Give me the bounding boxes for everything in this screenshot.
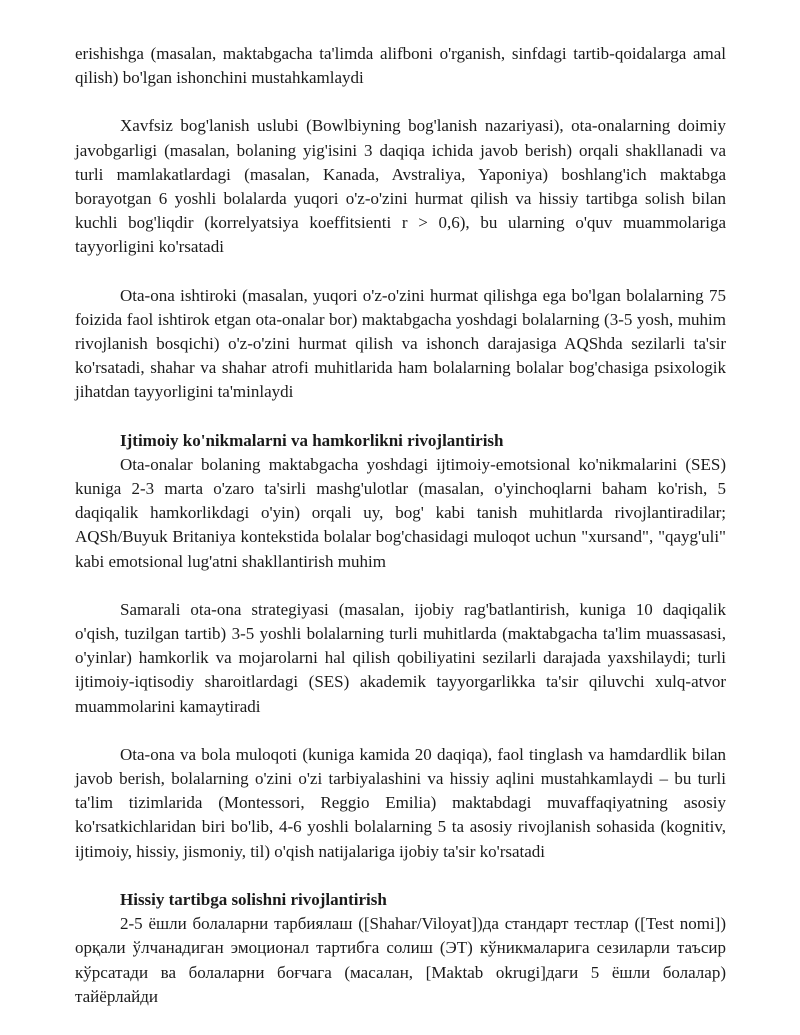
paragraph-attachment-style: Xavfsiz bog'lanish uslubi (Bowlbiyning bog'lanish nazariyasi), ota-onalarning doimiy javobgarligi (masalan, bolaning yig'isini 3 daqiqa ichida javob berish) orqali shakllanadi va turli mamlakatlardagi (masalan, Kanada, Avstraliya, Yaponiya) boshlang'ich maktabga borayotgan 6 yoshli bolalarda yuqori o'z-o'zini hurmat qilish va hissiy tartibga solish bilan kuchli bog'liqdir (korrelyatsiya koeffitsienti r > 0,6), bu ularning o'quv muammolariga tayyorligini ko'rsatadi xyxy=(75,116,726,257)
paragraph-continuation: erishishga (masalan, maktabgacha ta'limda alifboni o'rganish, sinfdagi tartib-qoidalarga amal qilish) bo'lgan ishonchini mustahkamlaydi xyxy=(75,44,726,88)
paragraph-spacer xyxy=(75,864,726,888)
paragraph-emotional-regulation: 2-5 ёшли болаларни тарбиялаш ([Shahar/Viloyat])да стандарт тестлар ([Test nomi]) орқали ўлчанадиган эмоционал тартибга солиш (ЭТ) кўникмаларига сезиларли таъсир кўрсатади ва болаларни боғчага (масалан, [Maktab okrugi]даги 5 ёшли болалар) тайёрлайди xyxy=(75,914,726,1006)
document-page xyxy=(75,42,726,1009)
paragraph-parent-child-communication: Ota-ona va bola muloqoti (kuniga kamida 20 daqiqa), faol tinglash va hamdardlik bilan javob berish, bolalarning o'zini o'zi tarbiyalashini va hissiy aqlini mustahkamlaydi – bu turli ta'lim tizimlarida (Montessori, Reggio Emilia) maktabdagi muvaffaqiyatning asosiy ko'rsatkichlaridan biri bo'lib, 4-6 yoshli bolalarning 5 ta asosiy rivojlanish sohasida (kognitiv, ijtimoiy, hissiy, jismoniy, til) o'qish natijalariga ijobiy ta'sir ko'rsatadi xyxy=(75,744,726,861)
paragraph-spacer xyxy=(75,260,726,284)
paragraph-parenting-strategy: Samarali ota-ona strategiyasi (masalan, ijobiy rag'batlantirish, kuniga 10 daqiqalik o'qish, tuzilgan tartib) 3-5 yoshli bolalarning turli muhitlarda (maktabgacha ta'lim muassasasi, o'yinlar) hamkorlik va mojarolarni hal qilish qobiliyatini sezilarli darajada yaxshilaydi; turli ijtimoiy-iqtisodiy sharoitlardagi (SES) akademik tayyorgarlikka ta'sir qiluvchi xulq-atvor muammolarini kamaytiradi xyxy=(75,599,726,716)
paragraph-spacer xyxy=(75,405,726,429)
paragraph-spacer xyxy=(75,574,726,598)
paragraph-spacer xyxy=(75,719,726,743)
section-heading-emotional-regulation: Hissiy tartibga solishni rivojlantirish xyxy=(120,889,387,909)
paragraph-ses-skills: Ota-onalar bolaning maktabgacha yoshdagi ijtimoiy-emotsional ko'nikmalarini (SES) kuniga 2-3 marta o'zaro ta'sirli mashg'ulotlar (masalan, o'yinchoqlarni baham ko'rish, 5 daqiqalik hamkorlikdagi o'yin) orqali uy, bog' kabi tanish muhitlarda rivojlantiradilar; AQSh/Buyuk Britaniya kontekstida bolalar bog'chasidagi muloqot uchun "xursand", "qayg'uli" kabi emotsional lug'atni shakllantirish muhim xyxy=(75,454,726,571)
paragraph-spacer xyxy=(75,90,726,114)
section-heading-social-skills: Ijtimoiy ko'nikmalarni va hamkorlikni rivojlantirish xyxy=(120,430,504,450)
paragraph-parent-involvement: Ota-ona ishtiroki (masalan, yuqori o'z-o'zini hurmat qilishga ega bo'lgan bolalarning 75 foizida faol ishtirok etgan ota-onalar bor) maktabgacha yoshdagi bolalarning (3-5 yosh, muhim rivojlanish bosqichi) o'z-o'zini hurmat qilish va ishonch darajasiga AQShda sezilarli ta'sir ko'rsatadi, shahar va shahar atrofi muhitlarida ham bolalarning bolalar bog'chasiga psixologik jihatdan tayyorligini ta'minlaydi xyxy=(75,285,726,402)
